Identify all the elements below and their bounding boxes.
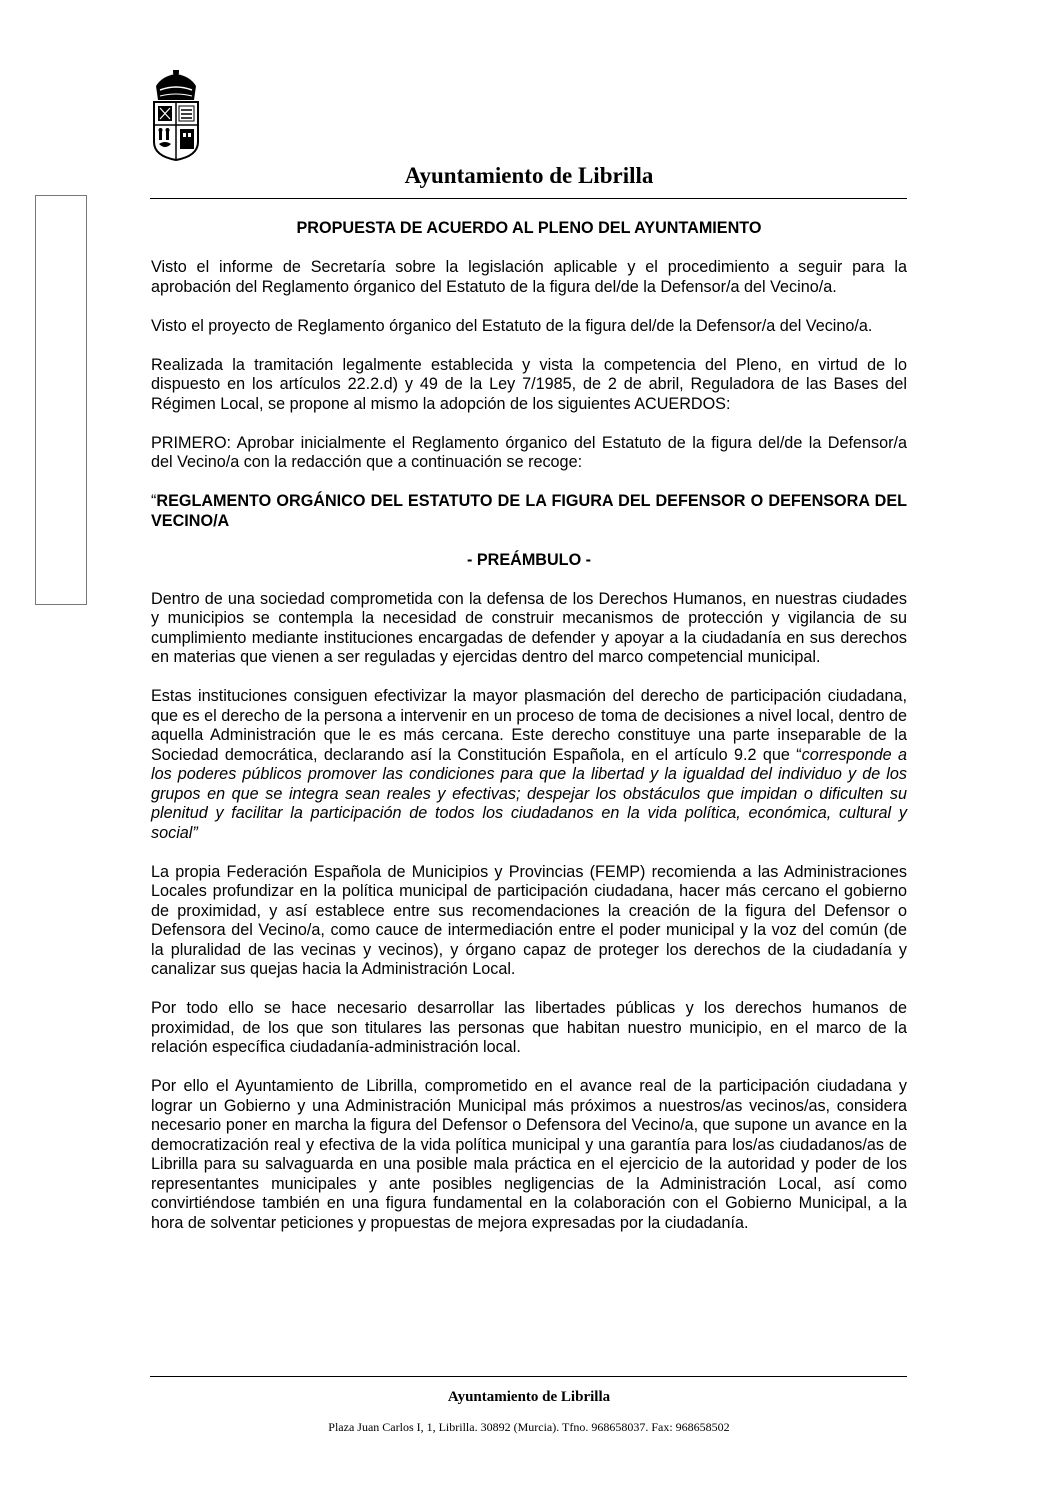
document-body [151, 219, 907, 1253]
paragraph-6-quote: corresponde a los poderes públicos promover las condiciones para que la libertad y la igualdad del individuo y de los grupos en que se integra sean reales y efectivas; despejar los obstáculos que impidan o dificulten su plenitud y facilitar la participación de todos los ciudadanos en la vida política, económica, cultural y social” [151, 745, 907, 842]
footer-divider [150, 1376, 907, 1377]
paragraph-2: Visto el proyecto de Reglamento órganico del Estatuto de la figura del/de la Defensor/a del Vecino/a. [151, 316, 873, 335]
regulation-title [151, 492, 907, 531]
margin-stamp-box [35, 195, 87, 605]
regulation-open-quote: “ [151, 492, 157, 510]
header-divider [150, 198, 907, 199]
document-heading: PROPUESTA DE ACUERDO AL PLENO DEL AYUNTAMIENTO [296, 219, 762, 237]
footer-address: Plaza Juan Carlos I, 1, Librilla. 30892 (Murcia). Tfno. 968658037. Fax: 968658502 [328, 1420, 730, 1434]
regulation-title-text: REGLAMENTO ORGÁNICO DEL ESTATUTO DE LA FIGURA DEL DEFENSOR O DEFENSORA DEL VECINO/A [151, 492, 907, 530]
paragraph-6 [151, 687, 907, 843]
paragraph-6-intro: Estas instituciones consiguen efectivizar la mayor plasmación del derecho de participación ciudadana, que es el derecho de la persona a intervenir en un proceso de toma de decisiones a nivel local, dentro de aquella Administración que le es más cercana. Este derecho constituye una parte inseparable de la Sociedad democrática, declarando así la Constitución Española, en el artículo 9.2 que “ [151, 687, 907, 764]
paragraph-8: Por todo ello se hace necesario desarrollar las libertades públicas y los derechos humanos de proximidad, de los que son titulares las personas que habitan nuestro municipio, en el marco de la relación específica ciudadanía-administración local. [151, 999, 907, 1056]
paragraph-7: La propia Federación Española de Municipios y Provincias (FEMP) recomienda a las Administraciones Locales profundizar en la política municipal de participación ciudadana, hacer más cercano el gobierno de proximidad, y así establece entre sus recomendaciones la creación de la figura del Defensor o Defensora del Vecino/a, como cauce de intermediación entre el poder municipal y la voz del común (de la pluralidad de las vecinas y vecinos), y órgano capaz de proteger los derechos de la ciudadanía y canalizar sus quejas hacia la Administración Local. [151, 862, 907, 978]
paragraph-3: Realizada la tramitación legalmente establecida y vista la competencia del Pleno, en virtud de lo dispuesto en los artículos 22.2.d) y 49 de la Ley 7/1985, de 2 de abril, Reguladora de las Bases del Régimen Local, se propone al mismo la adopción de los siguientes ACUERDOS: [151, 355, 907, 413]
paragraph-4: PRIMERO: Aprobar inicialmente el Reglamento órganico del Estatuto de la figura del/de la Defensor/a del Vecino/a con la redacción que a continuación se recoge: [151, 433, 907, 471]
paragraph-1: Visto el informe de Secretaría sobre la legislación aplicable y el procedimiento a seguir para la aprobación del Reglamento órganico del Estatuto de la figura del/de la Defensor/a del Vecino/a. [151, 258, 907, 296]
coat-of-arms-icon [150, 70, 202, 162]
preambulo-heading: - PREÁMBULO - [466, 550, 592, 569]
footer-title: Ayuntamiento de Librilla [447, 1389, 611, 1405]
paragraph-9: Por ello el Ayuntamiento de Librilla, comprometido en el avance real de la participación ciudadana y lograr un Gobierno y una Administración Municipal más próximos a nuestros/as vecinos/as, considera necesario poner en marcha la figura del Defensor o Defensora del Vecino/a, que supone un avance en la democratización real y efectiva de la vida política municipal y una garantía para los/as ciudadanos/as de Librilla para su salvaguarda en una posible mala práctica en el ejercicio de la autoridad y poder de los representantes municipales y ante posibles negligencias de la Administración Local, así como convirtiéndose también en una figura fundamental en la colaboración con el Gobierno Municipal, a la hora de solventar peticiones y propuestas de mejora expresadas por la ciudadanía. [151, 1077, 907, 1232]
paragraph-5: Dentro de una sociedad comprometida con la defensa de los Derechos Humanos, en nuestras ciudades y municipios se contempla la necesidad de construir mecanismos de protección y vigilancia de su cumplimiento mediante instituciones encargadas de defender y apoyar a la ciudadanía en sus derechos en materias que vienen a ser reguladas y ejercidas dentro del marco competencial municipal. [151, 589, 907, 666]
header-title: Ayuntamiento de Librilla [404, 163, 654, 188]
